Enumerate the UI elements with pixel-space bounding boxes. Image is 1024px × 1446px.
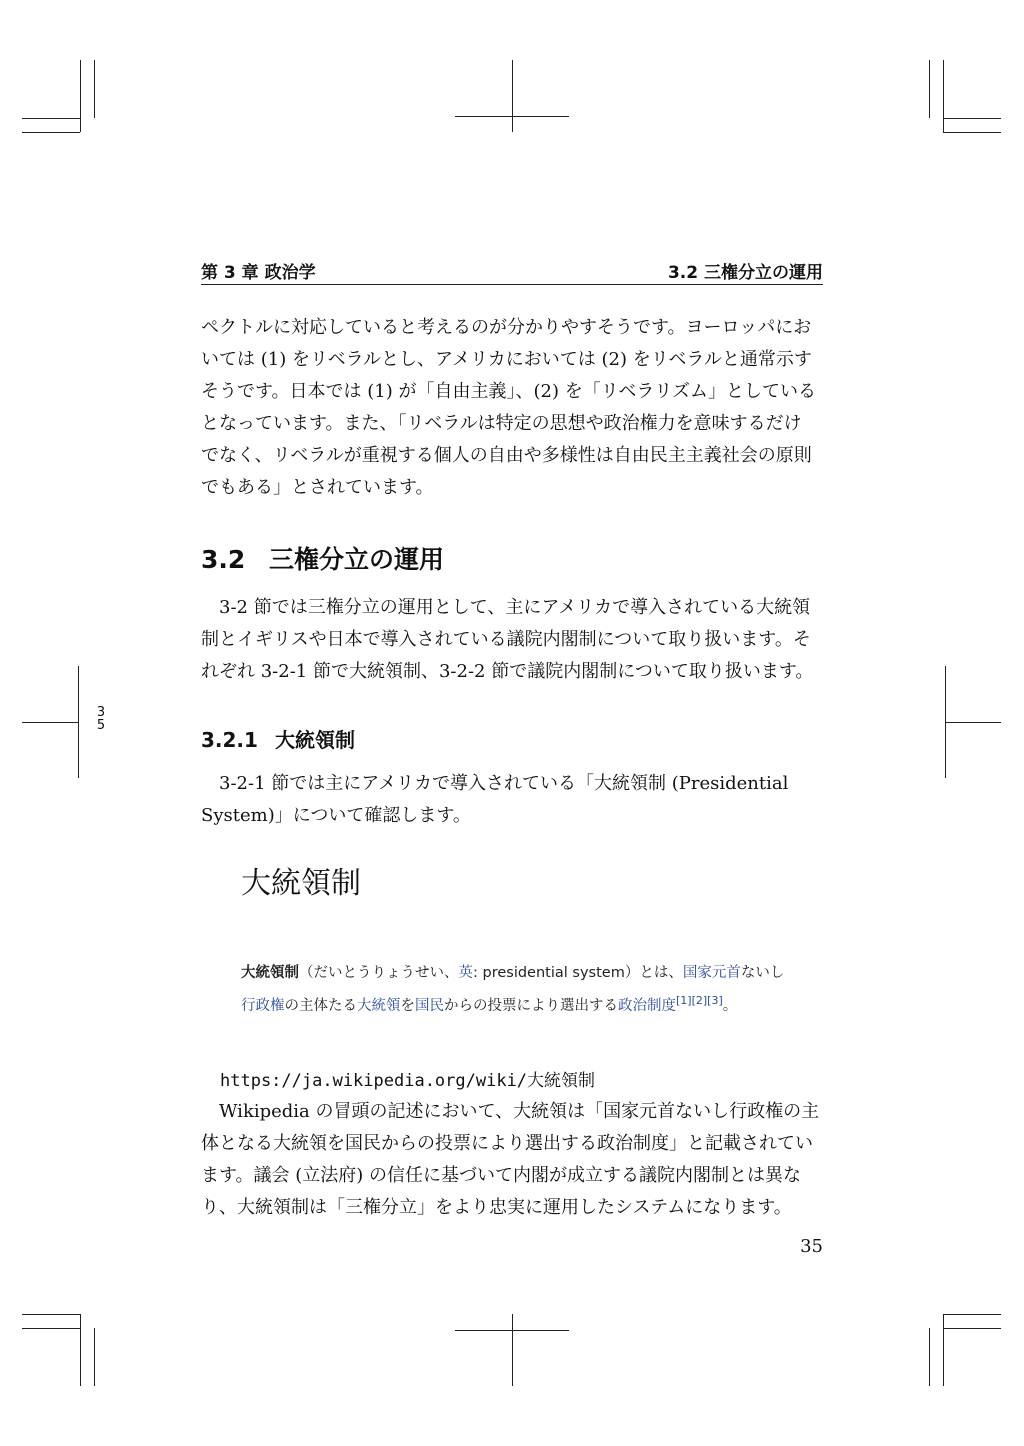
wiki-text: 。 <box>722 997 738 1014</box>
text-line: 3-2 節では三権分立の運用として、主にアメリカで導入されている大統領 <box>219 597 811 618</box>
crop-mark <box>943 1314 1001 1315</box>
text-line: でもある」とされています。 <box>201 477 434 498</box>
wiki-link-executive[interactable]: 行政権 <box>241 997 285 1014</box>
chapter-label: 第 3 章 政治学 <box>201 263 316 283</box>
text-line: Wikipedia の冒頭の記述において、大統領は「国家元首ないし行政権の主 <box>219 1101 820 1122</box>
running-header <box>201 252 823 285</box>
text-line: ペクトルに対応していると考えるのが分かりやすそうです。ヨーロッパにお <box>201 317 812 338</box>
crop-mark <box>22 1328 80 1329</box>
paragraph <box>201 768 823 832</box>
wiki-link-head-of-state[interactable]: 国家元首 <box>682 965 741 981</box>
paragraph <box>201 1096 823 1224</box>
crop-mark <box>943 132 1001 133</box>
text-line: ます。議会 (立法府) の信任に基づいて内閣が成立する議院内閣制とは異な <box>201 1165 802 1186</box>
margin-digit: 3 <box>96 705 106 720</box>
margin-digit: 5 <box>96 718 106 733</box>
section-number: 3.2 <box>201 545 246 574</box>
crop-mark <box>22 118 80 119</box>
wiki-lead-text <box>241 960 801 1020</box>
wiki-link-president[interactable]: 大統領 <box>357 997 401 1014</box>
text-line: そうです。日本では (1) が「自由主義」、(2) を「リベラリズム」としている <box>201 381 816 402</box>
crop-mark <box>22 1314 80 1315</box>
crop-mark <box>455 116 569 117</box>
section-title: 三権分立の運用 <box>269 545 445 574</box>
crop-mark <box>512 1314 513 1386</box>
wiki-text: からの投票により選出する <box>444 997 618 1014</box>
wiki-text: （だいとうりょうせい、 <box>299 965 459 981</box>
crop-mark <box>80 60 81 132</box>
paragraph <box>201 312 823 504</box>
crop-mark <box>22 132 80 133</box>
crop-mark <box>943 1328 1001 1329</box>
crop-mark <box>80 1314 81 1386</box>
text-line: 3-2-1 節では主にアメリカで導入されている「大統領制 (Presidential <box>219 773 789 794</box>
crop-mark <box>945 722 1001 723</box>
crop-mark <box>943 1314 944 1386</box>
subsection-title: 大統領制 <box>275 728 355 752</box>
crop-mark <box>929 1328 930 1386</box>
wiki-text: : presidential system）とは、 <box>473 965 683 981</box>
crop-mark <box>94 60 95 118</box>
crop-mark <box>22 722 78 723</box>
crop-mark <box>929 60 930 118</box>
crop-mark <box>78 666 79 778</box>
crop-mark <box>943 60 944 132</box>
wiki-link-english[interactable]: 英 <box>458 965 473 981</box>
text-line: でなく、リベラルが重視する個人の自由や多様性は自由民主主義社会の原則 <box>201 445 812 466</box>
wiki-bold-term: 大統領制 <box>241 965 299 981</box>
source-url: https://ja.wikipedia.org/wiki/大統領制 <box>220 1071 596 1091</box>
wiki-article-title: 大統領制 <box>241 866 361 901</box>
crop-mark <box>94 1328 95 1386</box>
crop-mark <box>943 118 1001 119</box>
wiki-text: ないし <box>740 965 785 981</box>
text-line: となっています。また、「リベラルは特定の思想や政治権力を意味するだけ <box>201 413 802 434</box>
wiki-text: を <box>400 997 415 1014</box>
subsection-number: 3.2.1 <box>201 728 258 752</box>
text-line: り、大統領制は「三権分立」をより忠実に運用したシステムになります。 <box>201 1197 792 1218</box>
section-heading <box>201 540 444 576</box>
paragraph <box>201 592 823 688</box>
section-label: 3.2 三権分立の運用 <box>667 263 823 283</box>
wiki-link-citizens[interactable]: 国民 <box>415 997 444 1014</box>
wiki-link-political-system[interactable]: 政治制度 <box>618 997 676 1014</box>
subsection-heading <box>201 724 355 753</box>
crop-mark <box>512 60 513 132</box>
text-line: 体となる大統領を国民からの投票により選出する政治制度」と記載されてい <box>201 1133 813 1154</box>
text-line: いては (1) をリベラルとし、アメリカにおいては (2) をリベラルと通常示す <box>201 349 812 370</box>
wiki-text: の主体たる <box>284 997 357 1014</box>
text-line: 制とイギリスや日本で導入されている議院内閣制について取り扱います。そ <box>201 629 811 650</box>
wiki-references[interactable]: [1][2][3] <box>676 994 723 1007</box>
page-number: 35 <box>800 1236 823 1257</box>
text-line: れぞれ 3-2-1 節で大統領制、3-2-2 節で議院内閣制について取り扱います。 <box>201 661 814 682</box>
margin-page-number <box>94 706 108 732</box>
text-line: System)」について確認します。 <box>201 805 471 826</box>
